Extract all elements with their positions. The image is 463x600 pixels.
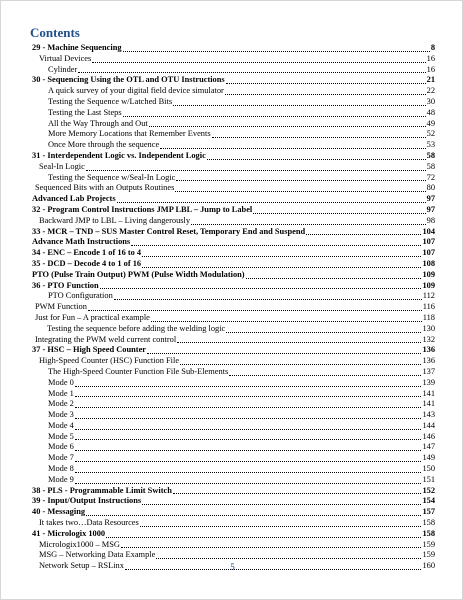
toc-entry-page: 118 bbox=[422, 312, 435, 322]
dot-leader bbox=[75, 439, 422, 440]
dot-leader bbox=[75, 407, 422, 408]
toc-entry-page: 149 bbox=[422, 453, 435, 463]
toc-entry-page: 22 bbox=[426, 86, 435, 96]
dot-leader bbox=[75, 418, 422, 419]
dot-leader bbox=[180, 364, 421, 365]
toc-entry-title: It takes two…Data Resources bbox=[39, 518, 139, 528]
toc-entry-title: 31 - Interdependent Logic vs. Independent Logic bbox=[32, 150, 206, 160]
toc-entry-page: 143 bbox=[422, 410, 435, 420]
toc-entry-title: 38 - PLS - Programmable Limit Switch bbox=[32, 485, 172, 495]
toc-entry-page: 158 bbox=[422, 518, 435, 528]
toc-entry-title: A quick survey of your digital field device simulator bbox=[48, 86, 224, 96]
toc-entry-page: 30 bbox=[426, 96, 435, 106]
toc-entry[interactable] bbox=[32, 205, 435, 216]
dot-leader bbox=[229, 375, 421, 376]
toc-entry-page: 107 bbox=[422, 248, 435, 258]
toc-entry-page: 139 bbox=[422, 377, 435, 387]
toc-entry[interactable] bbox=[32, 43, 435, 54]
toc-entry-page: 97 bbox=[426, 204, 435, 214]
toc-entry[interactable] bbox=[32, 237, 435, 248]
toc-entry-page: 109 bbox=[422, 280, 435, 290]
toc-entry[interactable] bbox=[32, 173, 435, 184]
toc-entry-title: 30 - Sequencing Using the OTL and OTU Instructions bbox=[32, 75, 225, 85]
dot-leader bbox=[173, 105, 426, 106]
toc-entry-page: 157 bbox=[422, 507, 435, 517]
toc-entry[interactable] bbox=[32, 540, 435, 551]
dot-leader bbox=[75, 472, 422, 473]
toc-entry[interactable] bbox=[32, 399, 435, 410]
toc-entry-title: Network Setup – RSLinx bbox=[39, 561, 124, 571]
toc-entry-title: Once More through the sequence bbox=[48, 140, 160, 150]
toc-entry-page: 147 bbox=[422, 442, 435, 452]
dot-leader bbox=[114, 299, 422, 300]
toc-entry-page: 136 bbox=[422, 356, 435, 366]
dot-leader bbox=[92, 62, 425, 63]
toc-entry[interactable] bbox=[32, 216, 435, 227]
toc-entry-title: 33 - MCR – TND – SUS Master Control Reset, Temporary End and Suspend bbox=[32, 226, 306, 236]
toc-entry-title: Testing the sequence before adding the welding logic bbox=[47, 323, 226, 333]
toc-entry-page: 49 bbox=[426, 118, 435, 128]
toc-entry-title: Testing the Sequence w/Seal-In Logic bbox=[48, 172, 176, 182]
dot-leader bbox=[88, 310, 422, 311]
toc-entry-page: 98 bbox=[426, 215, 435, 225]
toc-entry-page: 52 bbox=[426, 129, 435, 139]
dot-leader bbox=[147, 353, 421, 354]
toc-list bbox=[32, 43, 435, 572]
toc-entry[interactable] bbox=[32, 389, 435, 400]
toc-entry-page: 132 bbox=[422, 334, 435, 344]
toc-entry[interactable] bbox=[32, 475, 435, 486]
toc-entry-page: 58 bbox=[426, 161, 435, 171]
toc-entry[interactable] bbox=[32, 302, 435, 313]
dot-leader bbox=[191, 224, 426, 225]
toc-entry[interactable] bbox=[32, 119, 435, 130]
toc-entry-title: 39 - Input/Output Instructions bbox=[32, 496, 142, 506]
toc-entry[interactable] bbox=[32, 356, 435, 367]
toc-entry[interactable] bbox=[32, 464, 435, 475]
toc-entry-title: MSG – Networking Data Example bbox=[39, 550, 156, 560]
toc-entry-title: Mode 9 bbox=[48, 474, 74, 484]
dot-leader bbox=[123, 116, 426, 117]
toc-entry-page: 146 bbox=[422, 431, 435, 441]
toc-entry-page: 8 bbox=[430, 43, 435, 52]
toc-entry-title: Advanced Lab Projects bbox=[32, 194, 116, 204]
toc-entry-page: 159 bbox=[422, 550, 435, 560]
toc-entry-page: 16 bbox=[426, 53, 435, 63]
toc-entry-title: Mode 3 bbox=[48, 410, 74, 420]
toc-entry-page: 21 bbox=[426, 75, 435, 85]
toc-entry-title: All the Way Through and Out bbox=[48, 118, 148, 128]
toc-entry[interactable] bbox=[32, 227, 435, 238]
dot-leader bbox=[212, 137, 426, 138]
toc-entry[interactable] bbox=[32, 248, 435, 259]
toc-entry-page: 58 bbox=[426, 150, 435, 160]
dot-leader bbox=[142, 256, 421, 257]
dot-leader bbox=[75, 483, 422, 484]
dot-leader bbox=[142, 267, 421, 268]
toc-entry[interactable] bbox=[32, 335, 435, 346]
toc-entry-title: Mode 0 bbox=[48, 377, 74, 387]
toc-entry-page: 72 bbox=[426, 172, 435, 182]
toc-entry-title: 35 - DCD – Decode 4 to 1 of 16 bbox=[32, 258, 142, 268]
toc-entry[interactable] bbox=[32, 140, 435, 151]
toc-entry-title: 41 - Micrologix 1000 bbox=[32, 528, 106, 538]
toc-entry-page: 53 bbox=[426, 140, 435, 150]
dot-leader bbox=[306, 234, 421, 235]
toc-entry[interactable] bbox=[32, 162, 435, 173]
toc-entry[interactable] bbox=[32, 281, 435, 292]
toc-entry-page: 154 bbox=[422, 496, 435, 506]
toc-entry-title: High-Speed Counter (HSC) Function File bbox=[39, 356, 180, 366]
toc-entry[interactable] bbox=[32, 378, 435, 389]
toc-entry[interactable] bbox=[32, 75, 435, 86]
toc-entry-title: Mode 2 bbox=[48, 399, 74, 409]
toc-entry-page: 80 bbox=[426, 183, 435, 193]
dot-leader bbox=[117, 202, 426, 203]
toc-heading: Contents bbox=[30, 25, 80, 40]
toc-entry[interactable] bbox=[32, 442, 435, 453]
toc-entry-page: 104 bbox=[422, 226, 435, 236]
toc-entry-page: 109 bbox=[422, 269, 435, 279]
toc-entry-title: Testing the Last Steps bbox=[48, 107, 122, 117]
toc-entry[interactable] bbox=[32, 432, 435, 443]
toc-entry[interactable] bbox=[32, 313, 435, 324]
toc-entry[interactable] bbox=[32, 194, 435, 205]
toc-entry-title: Mode 6 bbox=[48, 442, 74, 452]
toc-entry-page: 160 bbox=[422, 561, 435, 571]
toc-entry-page: 159 bbox=[422, 539, 435, 549]
toc-entry-title: More Memory Locations that Remember Events bbox=[48, 129, 211, 139]
dot-leader bbox=[176, 180, 425, 181]
toc-entry-title: 37 - HSC – High Speed Counter bbox=[32, 345, 147, 355]
toc-entry[interactable] bbox=[32, 529, 435, 540]
dot-leader bbox=[75, 429, 422, 430]
dot-leader bbox=[149, 126, 426, 127]
toc-entry-page: 141 bbox=[422, 399, 435, 409]
toc-entry[interactable] bbox=[32, 183, 435, 194]
toc-entry-page: 151 bbox=[422, 474, 435, 484]
dot-leader bbox=[75, 461, 422, 462]
toc-entry[interactable] bbox=[32, 324, 435, 335]
dot-leader bbox=[226, 83, 426, 84]
dot-leader bbox=[246, 278, 422, 279]
dot-leader bbox=[75, 386, 422, 387]
toc-entry-title: PWM Function bbox=[35, 302, 87, 312]
toc-entry[interactable] bbox=[32, 486, 435, 497]
toc-entry-page: 158 bbox=[422, 528, 435, 538]
toc-entry[interactable] bbox=[32, 65, 435, 76]
dot-leader bbox=[86, 170, 426, 171]
toc-entry-page: 97 bbox=[426, 194, 435, 204]
toc-entry[interactable] bbox=[32, 86, 435, 97]
toc-entry-title: Integrating the PWM weld current control bbox=[35, 334, 177, 344]
toc-entry[interactable] bbox=[32, 367, 435, 378]
dot-leader bbox=[140, 526, 422, 527]
toc-entry[interactable] bbox=[32, 550, 435, 561]
toc-entry[interactable] bbox=[32, 151, 435, 162]
toc-entry-title: Seal-In Logic bbox=[39, 161, 85, 171]
toc-entry-title: Virtual Devices bbox=[39, 53, 92, 63]
dot-leader bbox=[100, 288, 422, 289]
toc-entry-title: PTO (Pulse Train Output) PWM (Pulse Width Modulation) bbox=[32, 269, 245, 279]
dot-leader bbox=[75, 450, 422, 451]
toc-entry-page: 144 bbox=[422, 420, 435, 430]
toc-entry-title: 34 - ENC – Encode 1 of 16 to 4 bbox=[32, 248, 142, 258]
toc-entry-title: Cylinder bbox=[48, 64, 78, 74]
toc-entry-title: Advance Math Instructions bbox=[32, 237, 131, 247]
toc-entry[interactable] bbox=[32, 507, 435, 518]
toc-entry-title: Mode 5 bbox=[48, 431, 74, 441]
toc-entry-page: 137 bbox=[422, 366, 435, 376]
toc-entry[interactable] bbox=[32, 421, 435, 432]
toc-entry-page: 108 bbox=[422, 258, 435, 268]
dot-leader bbox=[86, 515, 421, 516]
dot-leader bbox=[175, 191, 425, 192]
toc-entry-title: Backward JMP to LBL – Living dangerously bbox=[39, 215, 191, 225]
dot-leader bbox=[75, 396, 422, 397]
toc-entry-page: 116 bbox=[422, 302, 435, 312]
toc-entry-page: 152 bbox=[422, 485, 435, 495]
toc-entry[interactable] bbox=[32, 54, 435, 65]
toc-entry-title: The High-Speed Counter Function File Sub-Elements bbox=[48, 366, 229, 376]
toc-entry-page: 112 bbox=[422, 291, 435, 301]
toc-entry-title: Mode 4 bbox=[48, 420, 74, 430]
dot-leader bbox=[226, 332, 421, 333]
dot-leader bbox=[78, 72, 425, 73]
toc-entry-title: Sequenced Bits with an Outputs Routines bbox=[35, 183, 175, 193]
toc-entry[interactable] bbox=[32, 496, 435, 507]
toc-entry[interactable] bbox=[32, 453, 435, 464]
dot-leader bbox=[121, 547, 421, 548]
dot-leader bbox=[106, 537, 421, 538]
toc-entry-page: 136 bbox=[422, 345, 435, 355]
toc-entry-page: 141 bbox=[422, 388, 435, 398]
toc-entry[interactable] bbox=[32, 108, 435, 119]
toc-entry-title: Mode 7 bbox=[48, 453, 74, 463]
toc-entry-page: 130 bbox=[422, 323, 435, 333]
dot-leader bbox=[225, 94, 426, 95]
toc-entry-title: Testing the Sequence w/Latched Bits bbox=[48, 96, 173, 106]
toc-entry-title: 36 - PTO Function bbox=[32, 280, 99, 290]
dot-leader bbox=[207, 159, 426, 160]
dot-leader bbox=[131, 245, 421, 246]
toc-entry-title: Just for Fun – A practical example bbox=[35, 312, 150, 322]
dot-leader bbox=[142, 504, 421, 505]
toc-entry-page: 16 bbox=[426, 64, 435, 74]
dot-leader bbox=[177, 342, 421, 343]
toc-entry-title: Mode 8 bbox=[48, 464, 74, 474]
dot-leader bbox=[173, 493, 422, 494]
toc-entry-page: 150 bbox=[422, 464, 435, 474]
toc-entry-title: 32 - Program Control Instructions JMP LBL – Jump to Label bbox=[32, 204, 253, 214]
page-number: 5 bbox=[230, 562, 235, 572]
toc-entry-title: Micrologix1000 – MSG bbox=[39, 539, 120, 549]
dot-leader bbox=[151, 321, 422, 322]
toc-entry[interactable] bbox=[32, 345, 435, 356]
toc-entry[interactable] bbox=[32, 270, 435, 281]
toc-entry[interactable] bbox=[32, 291, 435, 302]
toc-entry-title: Mode 1 bbox=[48, 388, 74, 398]
dot-leader bbox=[160, 148, 425, 149]
dot-leader bbox=[253, 213, 425, 214]
dot-leader bbox=[156, 558, 421, 559]
toc-entry[interactable] bbox=[32, 259, 435, 270]
toc-entry[interactable] bbox=[32, 518, 435, 529]
toc-entry[interactable] bbox=[32, 129, 435, 140]
toc-entry[interactable] bbox=[32, 410, 435, 421]
toc-entry-title: PTO Configuration bbox=[48, 291, 113, 301]
dot-leader bbox=[123, 51, 430, 52]
toc-entry[interactable] bbox=[32, 97, 435, 108]
toc-entry-page: 107 bbox=[422, 237, 435, 247]
toc-entry-page: 48 bbox=[426, 107, 435, 117]
toc-entry-title: 29 - Machine Sequencing bbox=[32, 43, 122, 52]
toc-entry-title: 40 - Messaging bbox=[32, 507, 86, 517]
